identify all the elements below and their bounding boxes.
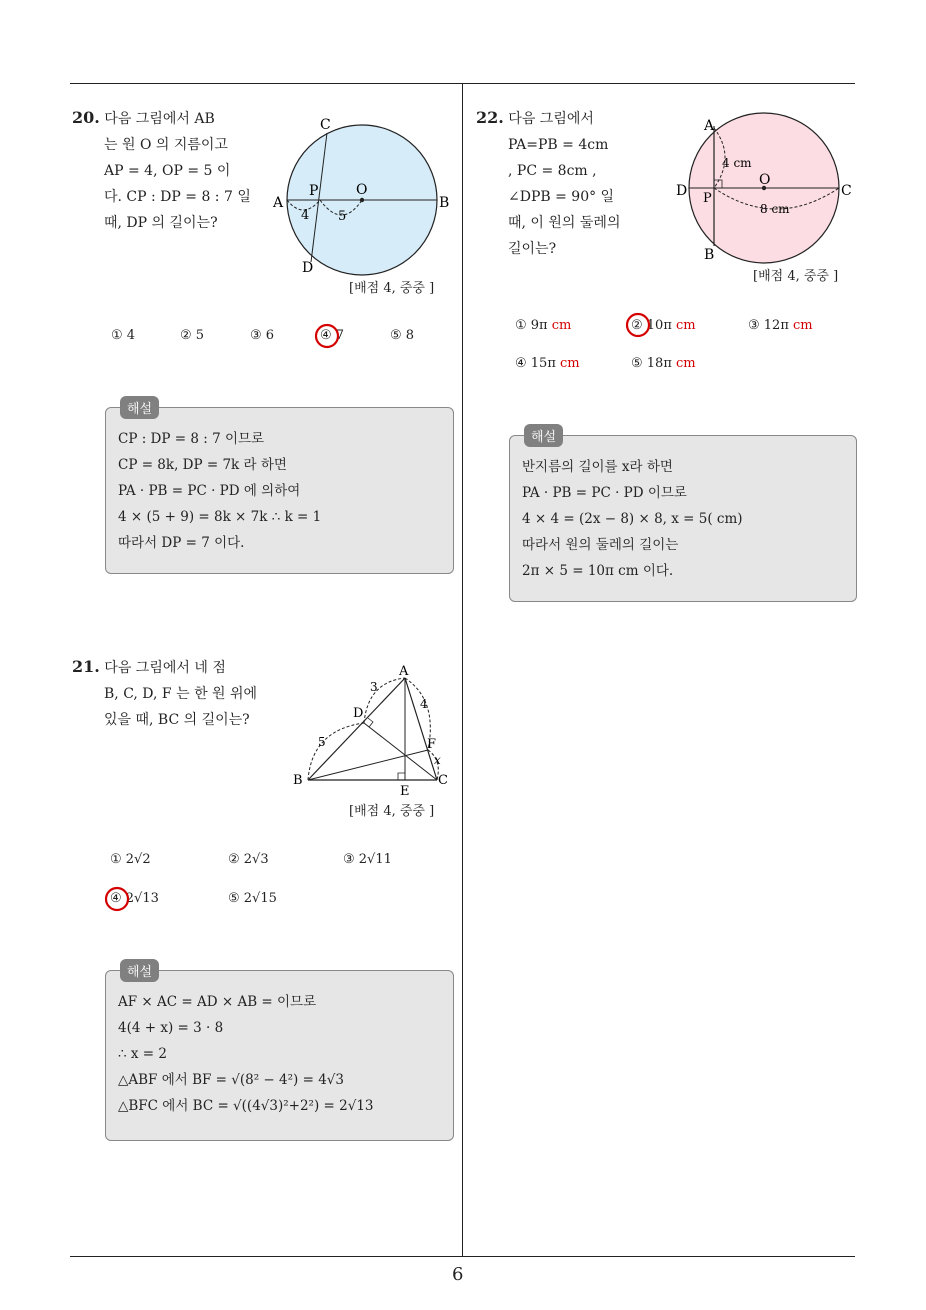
q20-line-4: 다. CP : DP = 8 : 7 일 (104, 189, 251, 205)
q20-label-a: A (273, 195, 284, 211)
q20-label-b: B (439, 195, 450, 211)
q21-sol-line-4: △ABF 에서 BF = √(8² − 4²) = 4√3 (118, 1072, 344, 1088)
q22-sol-line-2: PA · PB = PC · PD 이므로 (522, 485, 687, 501)
q22-sol-line-1: 반지름의 길이를 x라 하면 (522, 459, 673, 475)
q20-line-5: 때, DP 의 길이는? (104, 215, 218, 231)
q22-score: [배점 4, 중중 ] (753, 269, 839, 284)
q21-label-four: 4 (420, 697, 428, 711)
q20-sol-line-4: 4 × (5 + 9) = 8k × 7k ∴ k = 1 (118, 509, 322, 525)
q20-line-1: 다음 그림에서 AB (104, 111, 215, 127)
q22-label-d: D (676, 183, 688, 199)
q21-right-angle-d (368, 718, 373, 727)
q22-problem (476, 105, 662, 262)
q21-label-b: B (293, 773, 303, 788)
column-divider (462, 83, 463, 1256)
q22-choice-4-value: ④ 15π (515, 356, 556, 371)
q21-choice-5[interactable]: ⑤ 2√15 (228, 891, 277, 906)
q21-line-3: 있을 때, BC 의 길이는? (104, 712, 250, 728)
q20-solution-box (105, 407, 454, 574)
q20-line-2: 는 원 O 의 지름이고 (104, 137, 228, 153)
q22-answer-circle-icon (624, 311, 652, 339)
q22-figure (672, 112, 862, 272)
q21-choice-3[interactable]: ③ 2√11 (343, 852, 392, 867)
q22-choice-1[interactable] (515, 318, 571, 333)
q22-label-b: B (704, 247, 715, 263)
q22-label-o: O (759, 172, 771, 188)
q20-sol-line-3: PA · PB = PC · PD 에 의하여 (118, 483, 301, 499)
q22-label-four-cm: 4 cm (722, 156, 752, 170)
q20-choice-2[interactable]: ② 5 (180, 328, 205, 343)
q22-sol-line-4: 따라서 원의 둘레의 길이는 (522, 537, 679, 553)
q21-solution-tag: 해설 (120, 959, 159, 982)
q22-choice-2-value: ② 10π (631, 318, 672, 333)
q21-solution-box (105, 970, 454, 1141)
page-number: 6 (452, 1264, 464, 1285)
q22-line-6: 길이는? (508, 241, 557, 257)
q22-label-c: C (841, 183, 852, 199)
q20-score: [배점 4, 중중 ] (349, 281, 435, 296)
q20-problem (72, 105, 262, 236)
q22-sol-line-3: 4 × 4 = (2x − 8) × 8, x = 5( cm) (522, 511, 743, 527)
q22-line-4: ∠DPB = 90° 일 (508, 189, 615, 205)
q20-sol-line-1: CP : DP = 8 : 7 이므로 (118, 431, 265, 447)
q20-label-d: D (302, 260, 314, 276)
q21-sol-line-5: △BFC 에서 BC = √((4√3)²+2²) = 2√13 (118, 1098, 374, 1114)
q22-choice-3[interactable] (748, 318, 813, 333)
q21-line-1: 다음 그림에서 네 점 (104, 660, 226, 676)
q21-side-ab (308, 678, 405, 780)
q21-sol-line-2: 4(4 + x) = 3 · 8 (118, 1020, 224, 1036)
q20-number: 20. (72, 108, 100, 127)
q21-label-f: F (427, 737, 437, 752)
q21-number: 21. (72, 657, 100, 676)
q21-choice-4[interactable]: ④ 2√13 (110, 891, 159, 906)
q22-choice-2-unit: cm (676, 318, 696, 333)
q20-solution-tag: 해설 (120, 396, 159, 419)
q22-choice-1-unit: cm (551, 318, 572, 333)
q20-choice-5[interactable]: ⑤ 8 (390, 328, 415, 343)
q20-label-four: 4 (301, 208, 310, 223)
q21-label-c: C (438, 773, 448, 788)
q22-line-2: PA=PB = 4cm (508, 137, 609, 153)
q21-choice-2[interactable]: ② 2√3 (228, 852, 269, 867)
q20-figure (270, 112, 455, 277)
q21-figure (290, 660, 455, 800)
q20-label-o: O (356, 182, 368, 198)
q21-label-a: A (399, 664, 409, 679)
q22-sol-line-5: 2π × 5 = 10π cm 이다. (522, 563, 674, 579)
q22-solution-box (509, 435, 857, 602)
q21-label-x: x (434, 753, 441, 767)
q22-choice-4-unit: cm (560, 356, 580, 371)
q21-line-bf (308, 750, 428, 780)
q20-sol-line-5: 따라서 DP = 7 이다. (118, 535, 245, 551)
bottom-rule (70, 1256, 855, 1257)
q22-choice-5-unit: cm (676, 356, 696, 371)
q22-choice-3-value: ③ 12π (748, 318, 789, 333)
q22-choice-1-value: ① 9π (515, 318, 548, 333)
q20-choice-1[interactable]: ① 4 (111, 328, 136, 343)
q21-label-e: E (400, 784, 410, 799)
q22-label-p: P (703, 191, 712, 206)
q20-sol-line-2: CP = 8k, DP = 7k 라 하면 (118, 457, 287, 473)
q21-label-five: 5 (318, 735, 326, 749)
q22-number: 22. (476, 108, 504, 127)
q21-label-three: 3 (370, 680, 378, 694)
q22-line-1: 다음 그림에서 (508, 111, 594, 127)
q22-choice-4[interactable] (515, 356, 580, 371)
q20-line-3: AP = 4, OP = 5 이 (104, 163, 231, 179)
q21-score: [배점 4, 중중 ] (349, 804, 435, 819)
q21-answer-circle-icon (103, 885, 131, 913)
q21-sol-line-1: AF × AC = AD × AB = 이므로 (118, 994, 317, 1010)
q20-label-p: P (309, 183, 319, 199)
q20-point-o (360, 198, 364, 202)
q22-choice-5-value: ⑤ 18π (631, 356, 672, 371)
q22-line-5: 때, 이 원의 둘레의 (508, 215, 621, 231)
q22-solution-tag: 해설 (524, 424, 563, 447)
q22-label-a: A (704, 118, 715, 134)
q21-label-d: D (353, 706, 364, 721)
q20-label-five: 5 (338, 209, 347, 224)
q21-problem (72, 654, 282, 733)
q22-choice-3-unit: cm (793, 318, 813, 333)
q20-choice-4[interactable]: ④ 7 (320, 328, 345, 343)
q20-choice-3[interactable]: ③ 6 (250, 328, 275, 343)
q22-choice-5[interactable] (631, 356, 696, 371)
q22-line-3: , PC = 8cm , (508, 163, 597, 179)
q20-answer-circle-icon (313, 322, 341, 350)
q21-sol-line-3: ∴ x = 2 (118, 1046, 167, 1062)
q21-right-angle-e (398, 773, 405, 780)
q20-label-c: C (320, 117, 331, 133)
q21-choice-1[interactable]: ① 2√2 (110, 852, 151, 867)
q22-label-eight-cm: 8 cm (760, 202, 790, 216)
q21-line-2: B, C, D, F 는 한 원 위에 (104, 686, 258, 702)
